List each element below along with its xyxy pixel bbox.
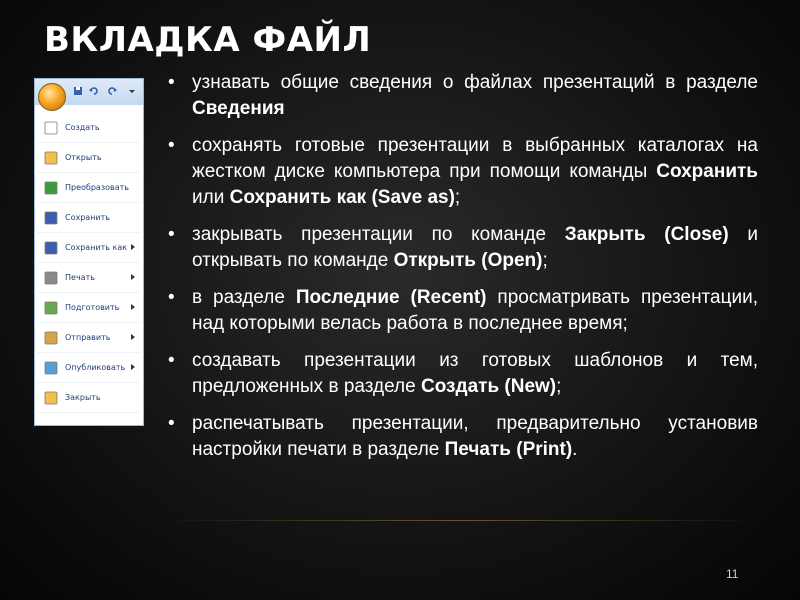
bullet-bold-text: Печать (Print) [444,439,573,460]
bullet-text: ; [556,376,562,397]
print-icon [43,271,59,285]
save-icon [43,211,59,225]
bullet-bold-text: Последние (Recent) [295,287,487,308]
bullet-bold-text: Сохранить [656,161,758,182]
bullet-item [166,285,758,337]
menu-item [37,293,141,323]
bullet-list [166,70,758,474]
prepare-icon [43,301,59,315]
bullet-bold-text: Сохранить как (Save as) [229,187,455,208]
bullet-item [166,222,758,274]
menu-item [37,233,141,263]
save-icon [73,86,83,96]
menu-item [37,203,141,233]
undo-icon [89,86,99,96]
office-file-menu-image [34,78,144,426]
slide-title: ВКЛАДКА ФАЙЛ [44,20,372,60]
submenu-arrow-icon [131,274,135,280]
menu-item-label: Сохранить как [65,243,128,252]
menu-item [37,173,141,203]
bullet-item [166,133,758,211]
bullet-text: просматривать презентации, над которыми велась работа в последнее время; [192,287,759,334]
customize-arrow-icon [127,86,137,96]
submenu-arrow-icon [131,244,135,250]
menu-item-label: Опубликовать [65,363,126,372]
menu-item [37,143,141,173]
page-number: 11 [726,567,739,581]
menu-item [37,113,141,143]
bullet-text: ; [454,187,461,208]
bullet-text: сохранять готовые презентации в выбранных каталогах на жестком диске компьютера при помощи команды [192,135,758,182]
menu-item-label: Сохранить [65,213,110,222]
bullet-text: закрывать презентации по команде [192,224,565,245]
menu-item [37,323,141,353]
bullet-text: или [192,187,230,208]
close-folder-icon [43,391,59,405]
menu-item [37,263,141,293]
bullet-item [166,411,758,463]
bullet-item [166,70,758,122]
bullet-bold-text: Закрыть (Close) [564,224,729,245]
bullet-item [166,348,758,400]
save-as-icon [43,241,59,255]
menu-item-label: Преобразовать [65,183,129,192]
bullet-text: . [572,439,578,460]
menu-item [37,383,141,413]
send-icon [43,331,59,345]
divider-line [160,520,760,521]
submenu-arrow-icon [131,334,135,340]
open-folder-icon [43,151,59,165]
menu-item-label: Подготовить [65,303,120,312]
office-button-icon [38,83,66,111]
new-document-icon [43,121,59,135]
bullet-text: ; [542,250,548,271]
bullet-bold-text: Сведения [192,98,285,119]
menu-item-label: Закрыть [65,393,101,402]
bullet-bold-text: Открыть (Open) [393,250,543,271]
menu-item-label: Печать [65,273,95,282]
submenu-arrow-icon [131,304,135,310]
menu-item-label: Открыть [65,153,102,162]
menu-item [37,353,141,383]
bullet-text: создавать презентации из готовых шаблонов и тем, предложенных в разделе [192,350,758,397]
menu-item-label: Создать [65,123,100,132]
bullet-text: в разделе [192,287,296,308]
bullet-text: узнавать общие сведения о файлах презентаций в разделе [192,72,758,93]
redo-icon [107,86,117,96]
bullet-text: и открывать по команде [192,224,758,271]
menu-item-label: Отправить [65,333,111,342]
bullet-bold-text: Создать (New) [420,376,557,397]
convert-icon [43,181,59,195]
submenu-arrow-icon [131,364,135,370]
publish-icon [43,361,59,375]
office-menu-list [37,113,141,413]
bullet-text: распечатывать презентации, предварительно установив настройки печати в разделе [192,413,758,460]
